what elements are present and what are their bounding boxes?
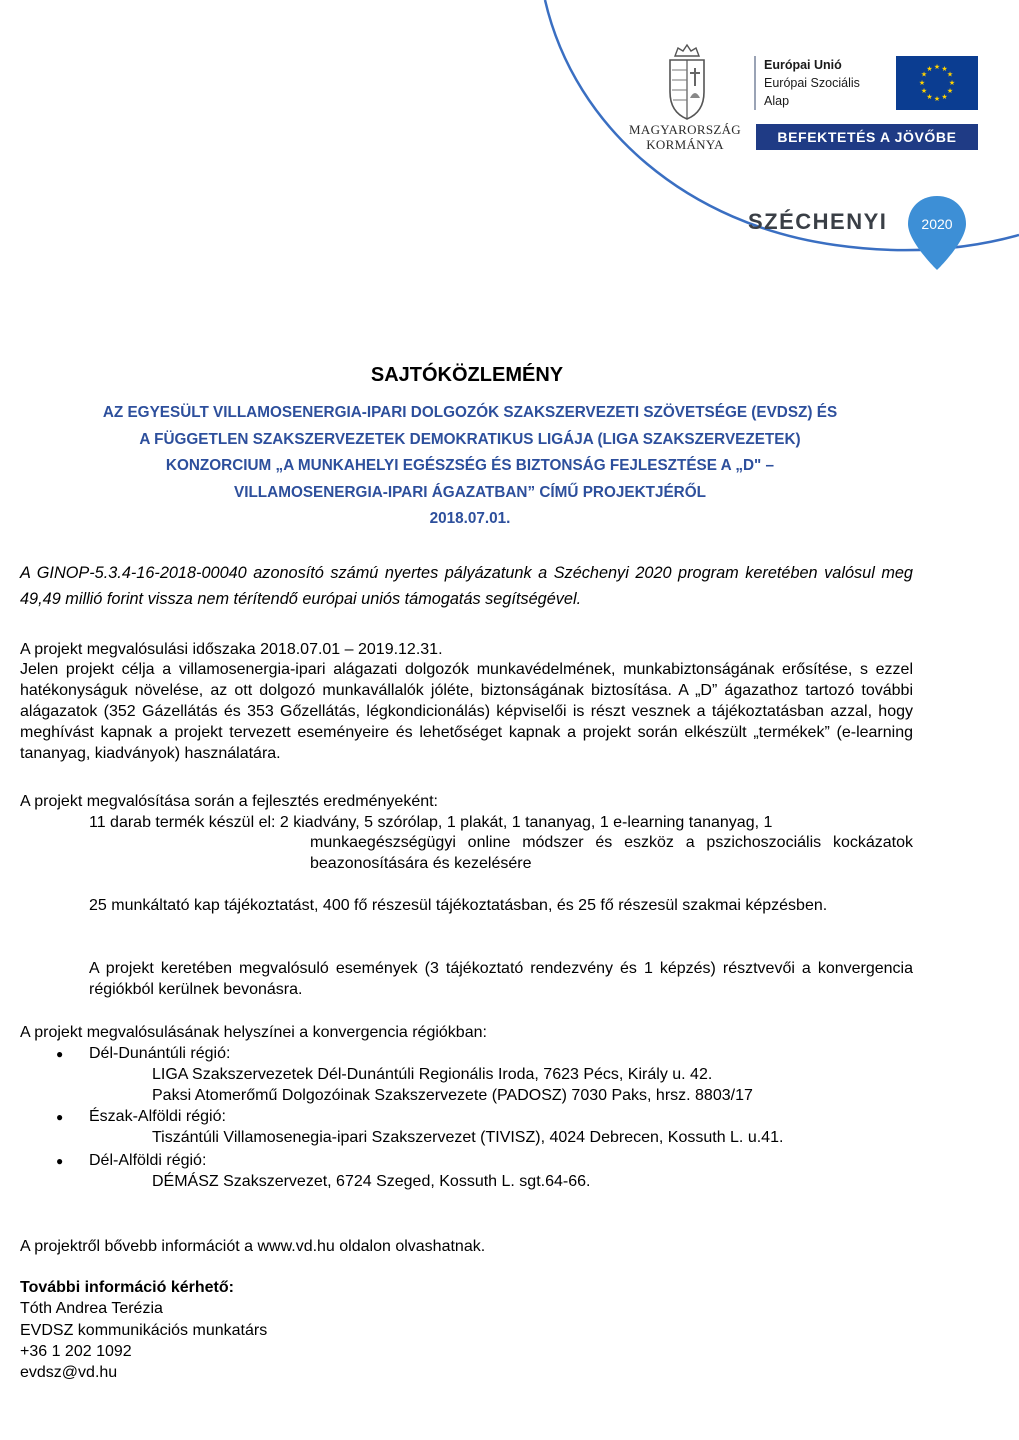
contact-email: evdsz@vd.hu xyxy=(20,1364,118,1381)
subtitle-line: AZ EGYESÜLT VILLAMOSENERGIA-IPARI DOLGOZÓK SZAKSZERVEZETI SZÖVETSÉGE (EVDSZ) ÉS xyxy=(102,404,838,421)
bullet-icon: ● xyxy=(56,1110,64,1124)
region-place: Tiszántúli Villamosenegia-ipari Szakszervezet (TIVISZ), 4024 Debrecen, Kossuth L. u.41. xyxy=(152,1129,784,1146)
eu-divider xyxy=(754,56,756,110)
bullet-icon: ● xyxy=(56,1047,64,1061)
gov-line-2: KORMÁNYA xyxy=(646,137,724,152)
subtitle-date: 2018.07.01. xyxy=(429,510,511,528)
government-logo-text xyxy=(620,122,750,152)
region-name: Észak-Alföldi régió: xyxy=(89,1108,226,1125)
svg-text:★: ★ xyxy=(926,93,933,101)
locations-intro: A projekt megvalósulásának helyszínei a konvergencia régiókban: xyxy=(20,1024,487,1041)
result-1-first-line: 11 darab termék készül el: 2 kiadvány, 5 szórólap, 1 plakát, 1 tananyag, 1 e-learning tananyag, 1 xyxy=(89,814,773,831)
svg-text:★: ★ xyxy=(926,65,933,73)
goal-paragraph: Jelen projekt célja a villamosenergia-ipari alágazati dolgozók munkavédelmének, munkabiztonságának erősítése, s ezzel hatékonyságuk növelése, az ott dolgozó munkavállalók jóléte, biztonságának biztosítása. A „D” ágazathoz tartozó további alágazatok (352 Gázellátás és 353 Gőzellátás, légkondicionálás) képviselői is részt vesznek a tájékoztatásban azzal, hogy meghívást kapnak a projekt tervezett eseményeire és lehetőséget kapnak a projekt során elkészült „termékek” (e-learning tananyag, kiadványok) használatára. xyxy=(20,661,913,762)
svg-text:★: ★ xyxy=(946,87,954,95)
gov-line-1: MAGYARORSZÁG xyxy=(629,122,741,137)
map-pin-icon xyxy=(906,194,968,272)
svg-text:★: ★ xyxy=(933,63,941,71)
svg-text:★: ★ xyxy=(918,79,926,87)
intro-paragraph: A GINOP-5.3.4-16-2018-00040 azonosító számú nyertes pályázatunk a Széchenyi 2020 program keretében valósul meg 49,49 millió forint vissza nem térítendő európai uniós támogatás segítségével. xyxy=(20,564,913,608)
szechenyi-year: 2020 xyxy=(921,216,953,232)
contact-name: Tóth Andrea Terézia xyxy=(20,1300,163,1317)
region-name: Dél-Dunántúli régió: xyxy=(89,1045,231,1062)
eu-flag-icon xyxy=(896,56,978,110)
page-title: SAJTÓKÖZLEMÉNY xyxy=(370,364,564,386)
svg-text:★: ★ xyxy=(948,79,956,87)
eu-line-2: Európai Szociális xyxy=(764,76,860,90)
investing-banner: BEFEKTETÉS A JÖVŐBE xyxy=(756,124,978,150)
coat-of-arms-icon xyxy=(662,42,712,122)
svg-text:★: ★ xyxy=(941,93,948,101)
svg-text:★: ★ xyxy=(920,87,928,95)
eu-logo-text xyxy=(764,56,860,110)
region-name: Dél-Alföldi régió: xyxy=(89,1152,207,1169)
subtitle xyxy=(20,400,920,533)
contact-heading: További információ kérhető: xyxy=(20,1279,234,1296)
svg-text:★: ★ xyxy=(933,95,941,103)
svg-text:★: ★ xyxy=(946,70,954,79)
result-3: A projekt keretében megvalósuló események (3 tájékoztató rendezvény és 1 képzés) résztvevői a konvergencia régiókból kerülnek bevonásra. xyxy=(89,960,913,998)
subtitle-line: KONZORCIUM „A MUNKAHELYI EGÉSZSÉG ÉS BIZTONSÁG FEJLESZTÉSE A „D" – xyxy=(165,457,775,475)
region-place: DÉMÁSZ Szakszervezet, 6724 Szeged, Kossuth L. sgt.64-66. xyxy=(152,1173,591,1190)
subtitle-line: VILLAMOSENERGIA-IPARI ÁGAZATBAN” CÍMŰ PROJEKTJÉRŐL xyxy=(234,483,706,501)
subtitle-line: A FÜGGETLEN SZAKSZERVEZETEK DEMOKRATIKUS LIGÁJA (LIGA SZAKSZERVEZETEK) xyxy=(139,430,801,448)
region-place: LIGA Szakszervezetek Dél-Dunántúli Regionális Iroda, 7623 Pécs, Király u. 42. xyxy=(152,1066,713,1083)
result-1-rest: munkaegészségügyi online módszer és eszköz a pszichoszociális kockázatok beazonosítására és kezelésére xyxy=(310,834,913,872)
svg-text:★: ★ xyxy=(920,70,928,79)
result-2: 25 munkáltató kap tájékoztatást, 400 fő részesül tájékoztatásban, és 25 fő részesül szakmai képzésben. xyxy=(89,897,828,914)
svg-text:★: ★ xyxy=(941,65,948,73)
period-text: A projekt megvalósulási időszaka 2018.07.01 – 2019.12.31. xyxy=(20,641,443,658)
szechenyi-logo-word: SZÉCHENYI xyxy=(748,209,888,234)
decorative-arc xyxy=(0,0,1019,300)
results-intro: A projekt megvalósítása során a fejlesztés eredményeként: xyxy=(20,793,438,810)
eu-line-1: Európai Unió xyxy=(764,58,842,72)
region-place: Paksi Atomerőmű Dolgozóinak Szakszervezete (PADOSZ) 7030 Paks, hrsz. 8803/17 xyxy=(152,1087,753,1104)
bullet-icon: ● xyxy=(56,1154,64,1168)
contact-phone: +36 1 202 1092 xyxy=(20,1343,132,1360)
contact-role: EVDSZ kommunikációs munkatárs xyxy=(20,1322,268,1339)
eu-line-3: Alap xyxy=(764,94,790,108)
more-info-text: A projektről bővebb információt a www.vd.hu oldalon olvashatnak. xyxy=(20,1238,486,1255)
